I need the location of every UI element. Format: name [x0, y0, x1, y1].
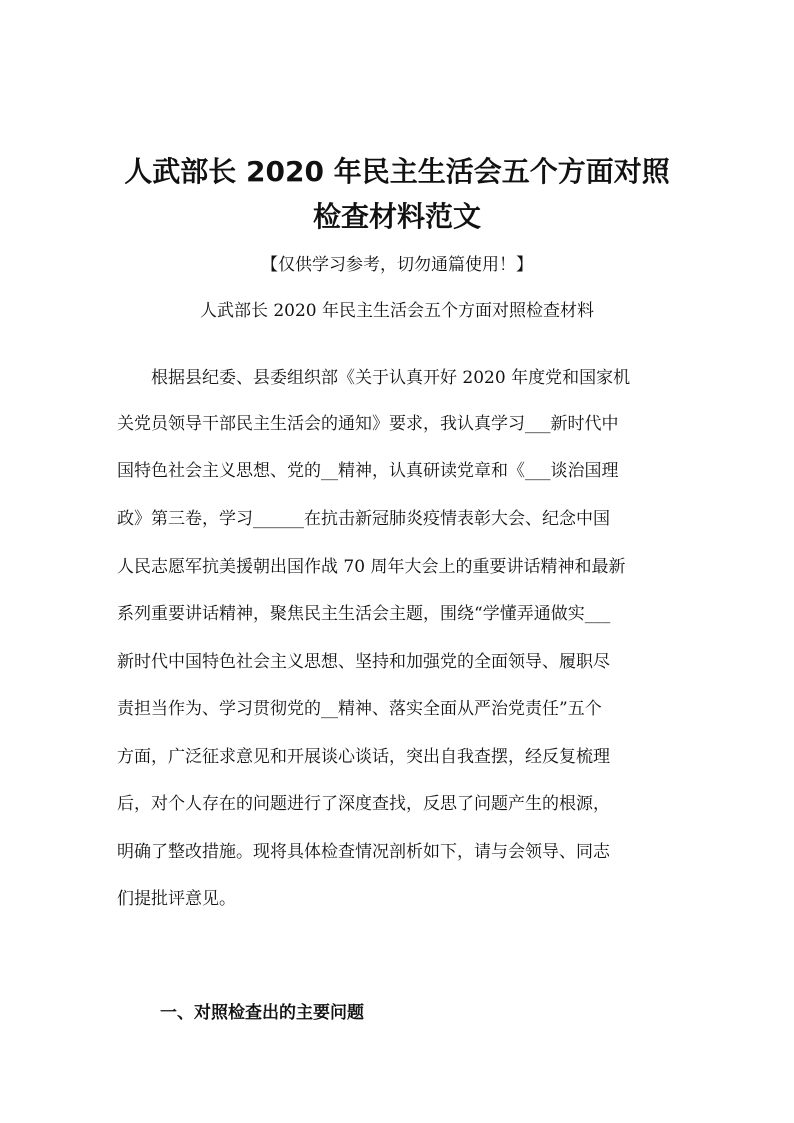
paragraph-line: 责担当作为、学习贯彻党的__精神、落实全面从严治党责任”五个 — [117, 699, 602, 719]
paragraph-line: 们提批评意见。 — [117, 889, 236, 909]
paragraph-line: 根据县纪委、县委组织部《关于认真开好 2020 年度党和国家机 — [117, 368, 631, 388]
paragraph-line: 人民志愿军抗美援朝出国作战 70 周年大会上的重要讲话精神和最新 — [117, 557, 626, 577]
paragraph-line: 新时代中国特色社会主义思想、坚持和加强党的全面领导、履职尽 — [117, 652, 610, 672]
document-subtitle: 人武部长 2020 年民主生活会五个方面对照检查材料 — [199, 301, 595, 321]
paragraph-line: 后，对个人存在的问题进行了深度查找，反思了问题产生的根源， — [117, 794, 610, 814]
paragraph-line: 关党员领导干部民主生活会的通知》要求，我认真学习___新时代中 — [117, 414, 619, 434]
paragraph-line: 方面，广泛征求意见和开展谈心谈话，突出自我查摆，经反复梳理 — [117, 747, 610, 767]
paragraph-line: 系列重要讲话精神，聚焦民主生活会主题，围绕“学懂弄通做实___ — [117, 604, 611, 624]
paragraph-line: 明确了整改措施。现将具体检查情况剖析如下，请与会领导、同志 — [117, 842, 610, 862]
paragraph-line: 国特色社会主义思想、党的__精神，认真研读党章和《___谈治国理 — [117, 461, 619, 481]
document-title-line-1: 人武部长 2020 年民主生活会五个方面对照 — [124, 155, 670, 188]
document-title-line-2: 检查材料范文 — [312, 200, 481, 233]
section-heading: 一、对照检查出的主要问题 — [160, 1003, 364, 1023]
paragraph-line: 政》第三卷，学习______在抗击新冠肺炎疫情表彰大会、纪念中国 — [117, 509, 610, 529]
usage-note: 【仅供学习参考，切勿通篇使用！】 — [261, 255, 533, 275]
